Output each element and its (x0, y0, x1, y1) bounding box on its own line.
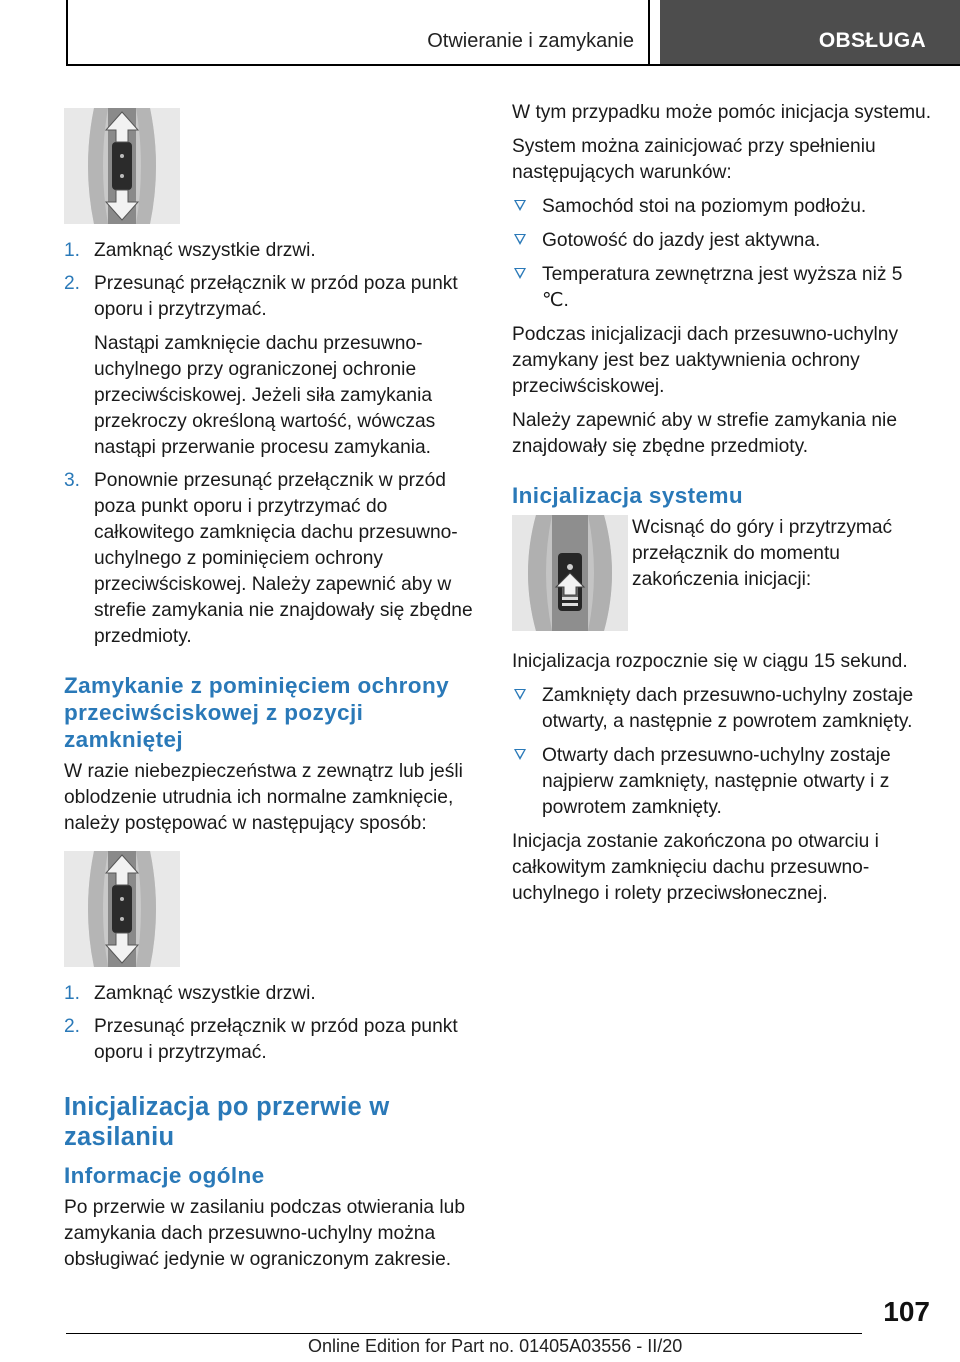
step-text: Przesunąć przełącznik w przód poza punkt oporu i przytrzymać. (94, 273, 458, 320)
condition-text: Temperatura zewnętrzna jest wyższa niż 5 ℃. (542, 264, 903, 311)
list-item (64, 981, 480, 1007)
condition-text: Gotowość do jazdy jest aktywna. (542, 230, 821, 251)
paragraph: Inicjacja zostanie zakończona po otwarciu i całkowitym zamknięciu dachu przesuwno-uchylnego i rolety przeciwsłonecznej. (512, 831, 879, 904)
list-item (512, 743, 932, 821)
left-column (64, 100, 480, 1281)
list-item (512, 683, 932, 735)
chapter-heading: Inicjalizacja po przerwie w zasilaniu (64, 1093, 390, 1151)
switch-push-forward-illustration (64, 851, 180, 967)
header-left-rule (66, 0, 68, 66)
results-list (512, 683, 932, 821)
conditions-list (512, 194, 932, 314)
instruction-text: Wcisnąć do góry i przytrzymać przełącznik do momentu zakończenia inicjacji: (632, 517, 893, 590)
section-title: Otwieranie i zamykanie (427, 30, 634, 52)
edition-info: Online Edition for Part no. 01405A03556 - II/20 (308, 1336, 683, 1356)
section-heading: Zamykanie z pominięciem ochrony przeciwściskowej z pozycji zamkniętej (64, 673, 450, 752)
paragraph: Po przerwie w zasilaniu podczas otwierania lub zamykania dach przesuwno-uchylny można obsługiwać jedynie w ograniczonym zakresie. (64, 1197, 466, 1270)
step-number: 2. (64, 273, 81, 294)
bullet-triangle-icon (514, 200, 526, 211)
list-item (64, 468, 480, 650)
step-number: 2. (64, 1016, 81, 1037)
close-steps-list (64, 238, 480, 650)
list-item (512, 228, 932, 254)
list-item (64, 1014, 480, 1066)
paragraph: Podczas inicjalizacji dach przesuwno-uchylny zamykany jest bez uaktywnienia ochrony przeciwściskowej. (512, 324, 899, 397)
paragraph: Inicjalizacja rozpocznie się w ciągu 15 sekund. (512, 651, 908, 672)
step-number: 3. (64, 470, 81, 491)
paragraph: System można zainicjować przy spełnieniu następujących warunków: (512, 136, 876, 183)
list-item (512, 194, 932, 220)
list-item (64, 238, 480, 264)
condition-text: Samochód stoi na poziomym podłożu. (542, 196, 867, 217)
paragraph: Należy zapewnić aby w strefie zamykania nie znajdowały się zbędne przedmioty. (512, 410, 897, 457)
bullet-triangle-icon (514, 234, 526, 245)
chapter-tab (660, 0, 960, 64)
step-text: Ponownie przesunąć przełącznik w przód poza punkt oporu i przytrzymać do całkowitego zamknięcia dachu przesuwno-uchylnego z pominięciem ochrony przeciwściskowej. Należy zapewnić aby w strefie zamykania nie znajdowały się zbędne przedmioty. (94, 470, 473, 647)
list-item (512, 262, 932, 314)
close-override-steps-list (64, 981, 480, 1066)
result-text: Otwarty dach przesuwno-uchylny zostaje najpierw zamknięty, następnie otwarty i z powrotem zamknięty. (542, 745, 891, 818)
step-text: Zamknąć wszystkie drzwi. (94, 983, 316, 1004)
chapter-label: OBSŁUGA (818, 29, 926, 52)
header-rule (66, 64, 960, 66)
step-text: Przesunąć przełącznik w przód poza punkt oporu i przytrzymać. (94, 1016, 458, 1063)
section-heading: Informacje ogólne (64, 1163, 265, 1188)
list-item (64, 271, 480, 461)
paragraph: W tym przypadku może pomóc inicjacja systemu. (512, 102, 932, 123)
init-instruction-block (512, 515, 932, 635)
footer-rule (66, 1333, 862, 1334)
header-divider (648, 0, 650, 66)
step-number: 1. (64, 240, 81, 261)
step-note: Nastąpi zamknięcie dachu przesuwno-uchylnego przy ograniczonej ochronie przeciwściskowej. Jeżeli siła zamykania przekroczy określoną wartość, wówczas nastąpi przerwanie procesu zamykania. (94, 333, 436, 458)
step-number: 1. (64, 983, 81, 1004)
page-number: 107 (883, 1296, 930, 1327)
switch-push-forward-illustration (64, 108, 180, 224)
section-heading: Inicjalizacja systemu (512, 483, 744, 508)
result-text: Zamknięty dach przesuwno-uchylny zostaje otwarty, a następnie z powrotem zamknięty. (542, 685, 914, 732)
paragraph: W razie niebezpieczeństwa z zewnątrz lub jeśli oblodzenie utrudnia ich normalne zamknięcie, należy postępować w następujący sposób: (64, 761, 463, 834)
bullet-triangle-icon (514, 749, 526, 760)
right-column (512, 100, 932, 915)
switch-press-up-illustration (512, 515, 628, 631)
bullet-triangle-icon (514, 268, 526, 279)
bullet-triangle-icon (514, 689, 526, 700)
step-text: Zamknąć wszystkie drzwi. (94, 240, 316, 261)
